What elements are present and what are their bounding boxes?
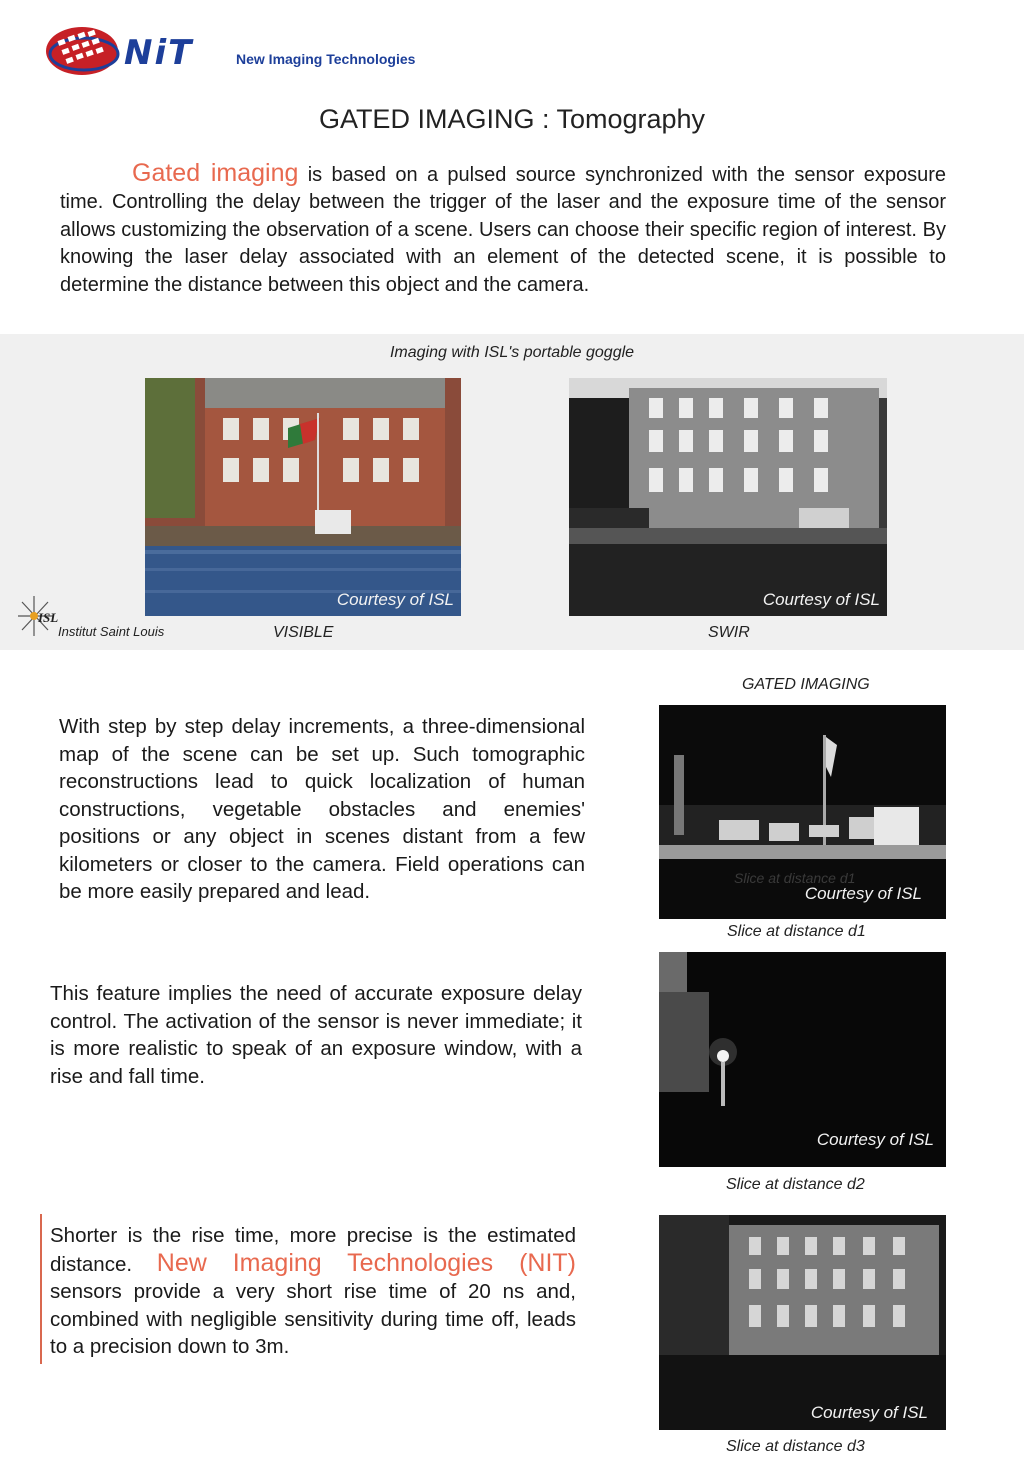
rise-time-start: Shorter is the rise time, more precise is the estimated distance. bbox=[50, 1224, 576, 1276]
gated-heading: GATED IMAGING bbox=[742, 676, 870, 693]
slice-d1-ghost: Slice at distance d1 bbox=[734, 870, 856, 886]
nit-logo-mark bbox=[44, 24, 120, 78]
intro-highlight: Gated imaging bbox=[132, 159, 299, 187]
swir-label: SWIR bbox=[708, 624, 750, 641]
visible-photo bbox=[145, 378, 461, 616]
slice-d3-label: Slice at distance d3 bbox=[726, 1438, 865, 1455]
courtesy-label: Courtesy of ISL bbox=[804, 884, 922, 903]
slice-d3-photo bbox=[659, 1215, 946, 1430]
tomography-paragraph: With step by step delay increments, a three-dimensional map of the scene can be set up. Such tomographic reconstructions lead to quick localization of human constructions, vegetable obstacles and enemies' positions or any object in scenes distant from a few kilometers or closer to the camera. Field operations can be more easily prepared and lead. bbox=[59, 715, 585, 903]
visible-label: VISIBLE bbox=[273, 624, 334, 641]
slice-d2-label: Slice at distance d2 bbox=[726, 1176, 865, 1193]
courtesy-label: Courtesy of ISL bbox=[816, 1130, 934, 1149]
nit-highlight: New Imaging Technologies (NIT) bbox=[156, 1248, 576, 1277]
company-tagline: New Imaging Technologies bbox=[236, 51, 416, 67]
accent-line bbox=[40, 1214, 42, 1364]
isl-logo-text: ISL bbox=[38, 610, 59, 625]
intro-paragraph bbox=[60, 160, 946, 299]
page-title: GATED IMAGING : Tomography bbox=[318, 104, 706, 134]
rise-time-paragraph bbox=[50, 1222, 576, 1361]
courtesy-label: Courtesy of ISL bbox=[336, 590, 454, 609]
isl-name: Institut Saint Louis bbox=[58, 624, 165, 639]
courtesy-label: Courtesy of ISL bbox=[762, 590, 880, 609]
courtesy-label: Courtesy of ISL bbox=[810, 1403, 928, 1422]
slice-d1-label: Slice at distance d1 bbox=[727, 923, 866, 940]
nit-brand: NiT bbox=[124, 33, 194, 73]
rise-time-end: sensors provide a very short rise time of 20 ns and, combined with negligible sensitivity during time off, leads to a precision down to 3m. bbox=[50, 1280, 576, 1358]
intro-text: is based on a pulsed source synchronized with the sensor exposure time. Controlling the delay between the trigger of the laser and the exposure time of the sensor allows customizing the observation of a scene. Users can choose their specific region of interest. By knowing the laser delay associated with an element of the detected scene, it is possible to determine the distance between this object and the camera. bbox=[60, 164, 946, 296]
goggle-caption: Imaging with ISL's portable goggle bbox=[389, 344, 635, 361]
exposure-paragraph: This feature implies the need of accurate exposure delay control. The activation of the sensor is never immediate; it is more realistic to speak of an exposure window, with a rise and fall time. bbox=[50, 982, 582, 1088]
swir-photo bbox=[569, 378, 887, 616]
